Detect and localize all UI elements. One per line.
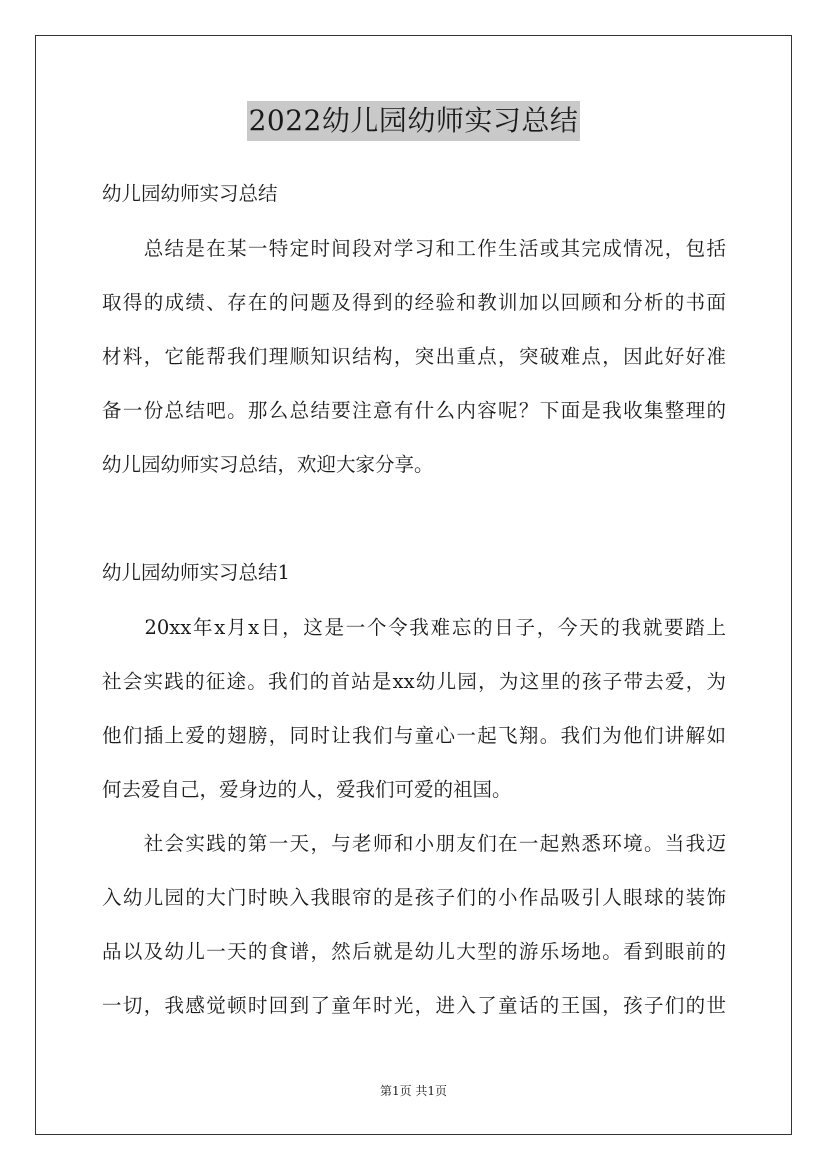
intro-line-2: 取得的成绩、存在的问题及得到的经验和教训加以回顾和分析的书面: [102, 291, 726, 314]
page-footer: 第1页 共1页: [379, 1084, 448, 1098]
intro-line-1: 总结是在某一特定时间段对学习和工作生活或其完成情况，包括: [102, 237, 726, 260]
para1-line-1: 20xx年x月x日，这是一个令我难忘的日子，今天的我就要踏上: [102, 616, 726, 639]
intro-line-3: 材料，它能帮我们理顺知识结构，突出重点，突破难点，因此好好准: [102, 345, 726, 368]
para2-line-2: 入幼儿园的大门时映入我眼帘的是孩子们的小作品吸引人眼球的装饰: [102, 886, 726, 909]
para2-line-3: 品以及幼儿一天的食谱，然后就是幼儿大型的游乐场地。看到眼前的: [102, 940, 726, 963]
para2-line-1: 社会实践的第一天，与老师和小朋友们在一起熟悉环境。当我迈: [102, 832, 726, 855]
section-heading: 幼儿园幼师实习总结1: [102, 561, 290, 584]
para1-line-4: 何去爱自己，爱身边的人，爱我们可爱的祖国。: [102, 778, 512, 801]
para1-line-2: 社会实践的征途。我们的首站是xx幼儿园，为这里的孩子带去爱，为: [102, 670, 726, 693]
para2-line-4: 一切，我感觉顿时回到了童年时光，进入了童话的王国，孩子们的世: [102, 994, 726, 1017]
subtitle: 幼儿园幼师实习总结: [102, 182, 278, 205]
title-container: [0, 101, 827, 141]
para1-line-3: 他们插上爱的翅膀，同时让我们与童心一起飞翔。我们为他们讲解如: [102, 724, 726, 747]
intro-line-5: 幼儿园幼师实习总结，欢迎大家分享。: [102, 453, 434, 476]
intro-line-4: 备一份总结吧。那么总结要注意有什么内容呢？下面是我收集整理的: [102, 399, 726, 422]
document-title: 2022幼儿园幼师实习总结: [247, 101, 581, 141]
